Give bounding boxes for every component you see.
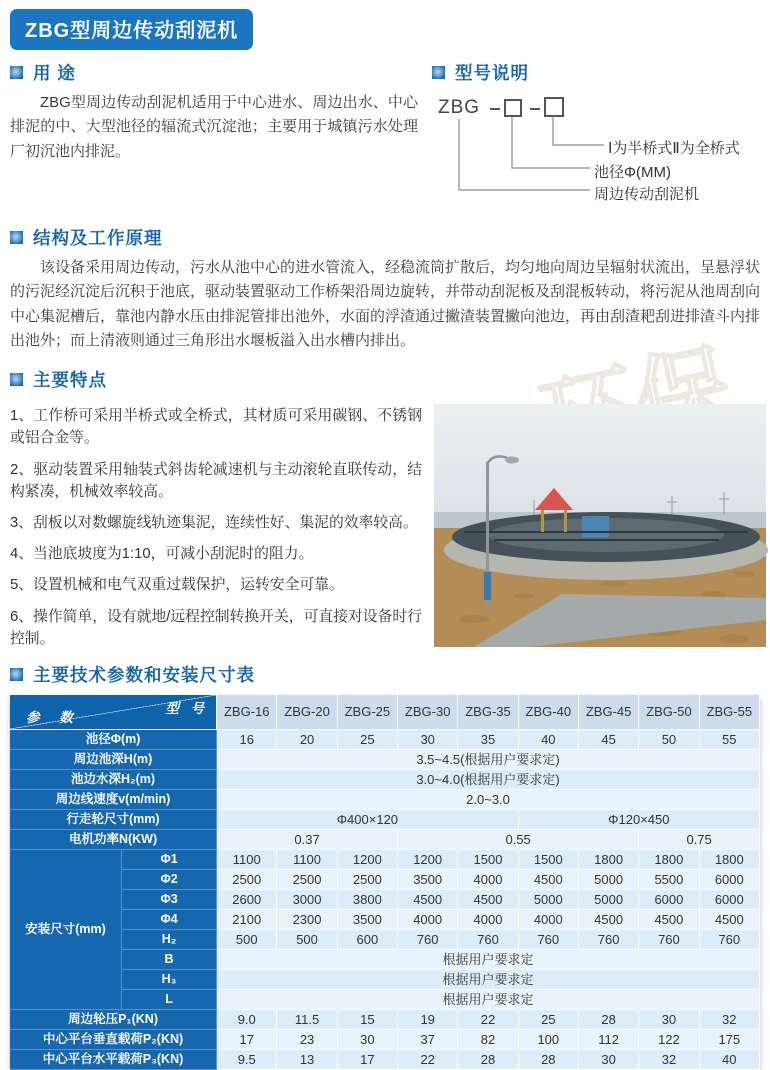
features-list: [10, 396, 422, 650]
data-cell: 760: [579, 930, 639, 950]
data-cell: 40: [519, 730, 579, 750]
data-cell: 760: [639, 930, 699, 950]
param-label-cell: 池边水深H₂(m): [10, 770, 217, 790]
data-cell: 17: [217, 1030, 277, 1050]
feature-item: 1、工作桥可采用半桥式或全桥式，其材质可采用碳钢、不锈钢或铝合金等。: [10, 408, 422, 447]
data-cell: 500: [277, 930, 337, 950]
data-cell: 6000: [700, 870, 760, 890]
feature-item: 2、驱动装置采用轴装式斜齿轮减速机与主动滚轮直联传动，结构紧凑，机械效率较高。: [10, 461, 422, 500]
model-header-cell: ZBG-35: [458, 695, 518, 730]
span-cell: 根据用户要求定: [217, 990, 760, 1010]
data-cell: 13: [277, 1050, 337, 1070]
page-title: ZBG型周边传动刮泥机: [10, 9, 253, 50]
data-cell: 5500: [639, 870, 699, 890]
data-cell: 25: [519, 1010, 579, 1030]
data-cell: 55: [700, 730, 760, 750]
data-cell: 3500: [338, 910, 398, 930]
data-cell: 4500: [700, 910, 760, 930]
data-cell: 1200: [338, 850, 398, 870]
data-cell: 6000: [639, 890, 699, 910]
principle-paragraph: 该设备采用周边传动，污水从池中心的进水管流入，经稳流筒扩散后，均匀地向周边呈辐射状流出，呈悬浮状的污泥经沉淀后沉积于池底，驱动装置驱动工作桥架沿周边旋转，并带动刮泥板及刮混板转动，将污泥从池周刮向中心集泥槽后，靠池内静水压由排泥管排出池外，水面的浮渣通过撇渣装置撇向池边，再由刮渣耙刮进排渣斗内排出池外；而上清液则通过三角形出水堰板溢入出水槽内排出。: [10, 259, 761, 349]
data-cell: 28: [458, 1050, 518, 1070]
param-label-cell: 行走轮尺寸(mm): [10, 810, 217, 830]
span-cell: Φ400×120: [217, 810, 519, 830]
param-label-cell: 电机功率N(KW): [10, 830, 217, 850]
photo-equipment-box: [582, 516, 609, 537]
sub-label-cell: B: [122, 950, 217, 970]
span-cell: Φ120×450: [519, 810, 760, 830]
spec-table: [10, 695, 760, 1070]
principle-section: [0, 225, 770, 353]
data-cell: 22: [398, 1050, 458, 1070]
data-cell: 2300: [277, 910, 337, 930]
data-cell: 25: [338, 730, 398, 750]
span-cell: 3.5~4.5(根据用户要求定): [217, 750, 760, 770]
features-section: [0, 367, 770, 650]
data-cell: 3000: [277, 890, 337, 910]
model-code-text: ZBG: [438, 97, 481, 118]
param-label-cell: 中心平台水平载荷P₃(KN): [10, 1050, 217, 1070]
sub-label-cell: Φ1: [122, 850, 217, 870]
data-cell: 4000: [398, 910, 458, 930]
data-cell: 30: [398, 730, 458, 750]
model-section: [432, 60, 767, 213]
data-cell: 30: [338, 1030, 398, 1050]
sub-label-cell: Φ4: [122, 910, 217, 930]
data-cell: 5000: [579, 890, 639, 910]
data-cell: 19: [398, 1010, 458, 1030]
usage-section: [10, 60, 418, 213]
sub-label-cell: Φ2: [122, 870, 217, 890]
data-cell: 45: [579, 730, 639, 750]
data-cell: 1500: [519, 850, 579, 870]
data-cell: 32: [700, 1010, 760, 1030]
data-cell: 1100: [217, 850, 277, 870]
model-header-cell: ZBG-55: [700, 695, 760, 730]
data-cell: 1800: [579, 850, 639, 870]
sub-label-cell: H₃: [122, 970, 217, 990]
data-cell: 28: [579, 1010, 639, 1030]
data-cell: 30: [639, 1010, 699, 1030]
data-cell: 23: [277, 1030, 337, 1050]
data-cell: 4500: [519, 870, 579, 890]
product-photo: [434, 404, 766, 647]
data-cell: 760: [700, 930, 760, 950]
data-cell: 82: [458, 1030, 518, 1050]
data-cell: 4500: [458, 890, 518, 910]
data-cell: 175: [700, 1030, 760, 1050]
data-cell: 1200: [398, 850, 458, 870]
data-cell: 500: [217, 930, 277, 950]
data-cell: 600: [338, 930, 398, 950]
data-cell: 760: [398, 930, 458, 950]
data-cell: 11.5: [277, 1010, 337, 1030]
data-cell: 15: [338, 1010, 398, 1030]
usage-heading: 用 途: [33, 63, 76, 83]
feature-item: 4、当池底坡度为1:10，可减小刮泥时的阻力。: [10, 546, 314, 563]
data-cell: 6000: [700, 890, 760, 910]
data-cell: 3500: [398, 870, 458, 890]
features-heading: 主要特点: [33, 370, 107, 391]
model-label-machine: 周边传动刮泥机: [594, 186, 700, 203]
data-cell: 22: [458, 1010, 518, 1030]
spec-section: [0, 662, 770, 1070]
data-cell: 3800: [338, 890, 398, 910]
data-cell: 5000: [519, 890, 579, 910]
feature-item: 6、操作简单，设有就地/远程控制转换开关，可直接对设备时行控制。: [10, 608, 422, 647]
data-cell: 28: [519, 1050, 579, 1070]
section-bullet-icon: [10, 668, 23, 681]
data-cell: 16: [217, 730, 277, 750]
data-cell: 30: [579, 1050, 639, 1070]
data-cell: 1500: [458, 850, 518, 870]
span-cell: 根据用户要求定: [217, 950, 760, 970]
data-cell: 1800: [639, 850, 699, 870]
model-header-cell: ZBG-25: [338, 695, 398, 730]
data-cell: 4500: [398, 890, 458, 910]
param-label-cell: 池径Φ(m): [10, 730, 217, 750]
data-cell: 4000: [458, 910, 518, 930]
data-cell: 4000: [458, 870, 518, 890]
features-heading-row: [10, 367, 760, 392]
data-cell: 4000: [519, 910, 579, 930]
data-cell: 760: [458, 930, 518, 950]
corner-param-label: 参 数: [26, 709, 81, 725]
param-label-cell: 周边轮压P₁(KN): [10, 1010, 217, 1030]
group-label-cell: 安装尺寸(mm): [10, 850, 122, 1010]
data-cell: 112: [579, 1030, 639, 1050]
sub-label-cell: H₂: [122, 930, 217, 950]
data-cell: 2600: [217, 890, 277, 910]
principle-heading: 结构及工作原理: [33, 228, 163, 248]
data-cell: 4500: [579, 910, 639, 930]
section-bullet-icon: [10, 231, 23, 244]
data-cell: 100: [519, 1030, 579, 1050]
span-cell: 2.0~3.0: [217, 790, 760, 810]
model-header-cell: ZBG-40: [519, 695, 579, 730]
data-cell: 4500: [639, 910, 699, 930]
data-cell: 760: [519, 930, 579, 950]
corner-cell: [10, 695, 217, 730]
span-cell: 0.75: [639, 830, 760, 850]
feature-item: 5、设置机械和电气双重过载保护，运转安全可靠。: [10, 577, 344, 594]
model-label-diameter: 池径Φ(MM): [594, 164, 671, 181]
data-cell: 35: [458, 730, 518, 750]
data-cell: 2100: [217, 910, 277, 930]
spec-heading-row: [10, 662, 760, 687]
sub-label-cell: Φ3: [122, 890, 217, 910]
data-cell: 20: [277, 730, 337, 750]
feature-item: 3、刮板以对数螺旋线轨迹集泥，连续性好、集泥的效率较高。: [10, 514, 418, 531]
data-cell: 1800: [700, 850, 760, 870]
model-label-bridge-type: Ⅰ为半桥式Ⅱ为全桥式: [608, 140, 740, 157]
span-cell: 0.55: [398, 830, 639, 850]
model-header-cell: ZBG-45: [579, 695, 639, 730]
sub-label-cell: L: [122, 990, 217, 1010]
model-header-cell: ZBG-50: [639, 695, 699, 730]
model-header-cell: ZBG-20: [277, 695, 337, 730]
span-cell: 0.37: [217, 830, 398, 850]
data-cell: 1100: [277, 850, 337, 870]
corner-model-label: 型 号: [165, 700, 209, 716]
top-row: [0, 60, 770, 213]
section-bullet-icon: [10, 373, 23, 386]
features-content-row: [10, 396, 760, 650]
section-bullet-icon: [432, 66, 445, 79]
data-cell: 122: [639, 1030, 699, 1050]
data-cell: 9.0: [217, 1010, 277, 1030]
model-header-cell: ZBG-30: [398, 695, 458, 730]
data-cell: 17: [338, 1050, 398, 1070]
span-cell: 根据用户要求定: [217, 970, 760, 990]
param-label-cell: 周边池深H(m): [10, 750, 217, 770]
param-label-cell: 周边线速度v(m/min): [10, 790, 217, 810]
data-cell: 2500: [217, 870, 277, 890]
usage-paragraph: ZBG型周边传动刮泥机适用于中心进水、周边出水、中心排泥的中、大型池径的辐流式沉淀池；主要用于城镇污水处理厂初沉池内排泥。: [10, 94, 418, 160]
data-cell: 37: [398, 1030, 458, 1050]
span-cell: 3.0~4.0(根据用户要求定): [217, 770, 760, 790]
param-label-cell: 中心平台垂直载荷P₂(KN): [10, 1030, 217, 1050]
data-cell: 5000: [579, 870, 639, 890]
model-heading: 型号说明: [455, 63, 529, 83]
spec-heading: 主要技术参数和安装尺寸表: [33, 664, 255, 685]
data-cell: 50: [639, 730, 699, 750]
principle-heading-row: [10, 225, 760, 250]
data-cell: 9.5: [217, 1050, 277, 1070]
model-header-cell: ZBG-16: [217, 695, 277, 730]
usage-heading-row: [10, 60, 418, 85]
data-cell: 2500: [338, 870, 398, 890]
data-cell: 2500: [277, 870, 337, 890]
section-bullet-icon: [10, 66, 23, 79]
model-heading-row: [432, 60, 767, 85]
photo-illustration: [434, 404, 766, 647]
data-cell: 40: [700, 1050, 760, 1070]
model-code-diagram: [432, 95, 767, 213]
data-cell: 32: [639, 1050, 699, 1070]
